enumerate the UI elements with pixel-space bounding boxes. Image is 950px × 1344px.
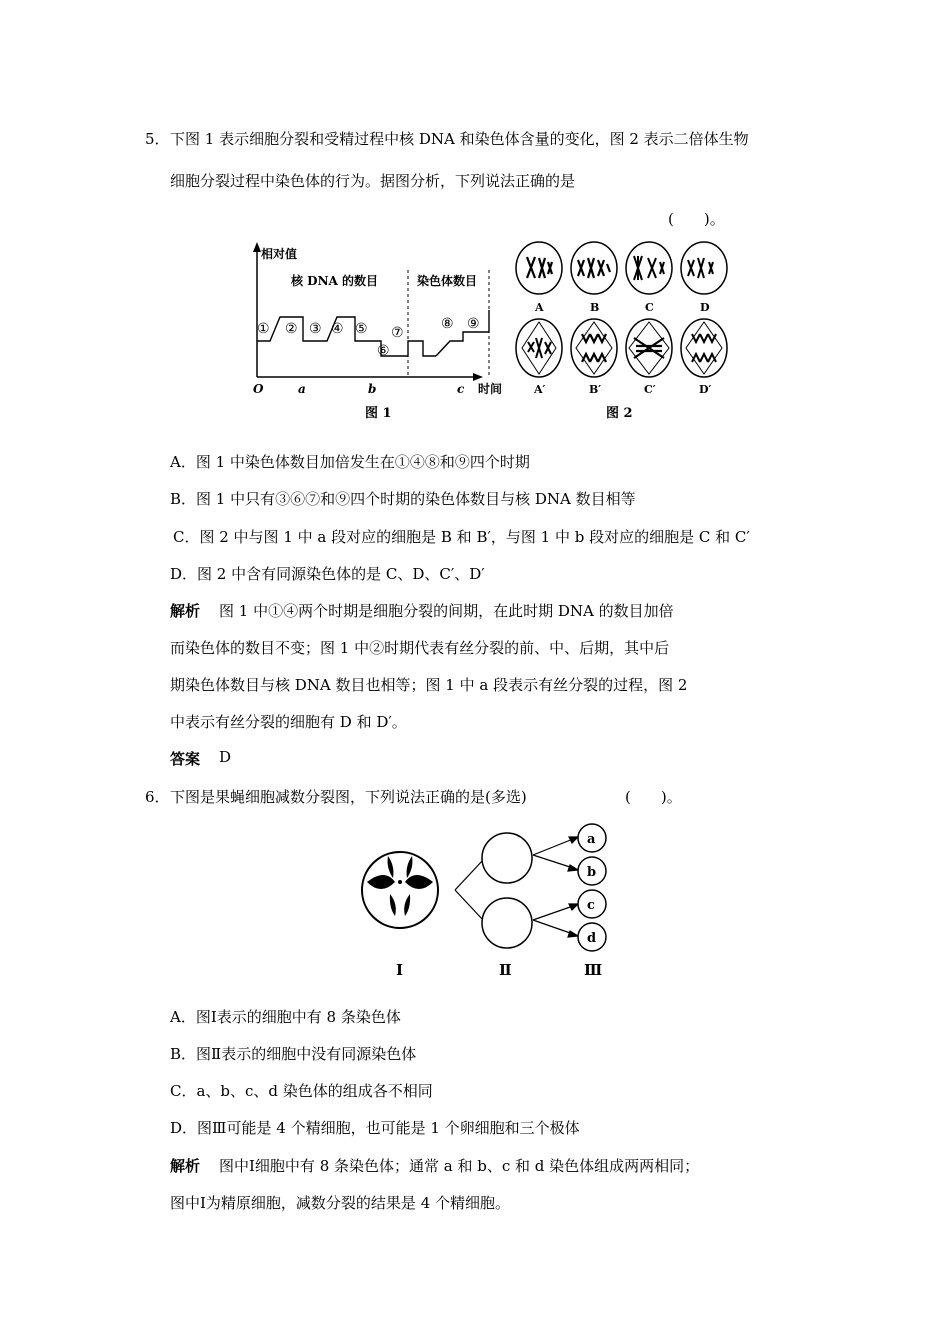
q6-option-b: B．图Ⅱ表示的细胞中没有同源染色体 — [170, 1045, 417, 1063]
q6-analysis-line1: 图中Ⅰ细胞中有 8 条染色体；通常 a 和 b、c 和 d 染色体组成两两相同； — [219, 1157, 700, 1175]
q5-option-b: B．图 1 中只有③⑥⑦和⑨四个时期的染色体数目与核 DNA 数目相等 — [170, 490, 636, 508]
q5-answer-value: D — [219, 748, 232, 766]
cell-label-d: d — [587, 931, 597, 946]
fig1-mark-5: ⑤ — [355, 321, 368, 337]
fig1-tick-c: c — [457, 382, 465, 396]
stage-label-III: Ⅲ — [584, 961, 603, 979]
q5-number: 5． — [145, 130, 170, 148]
cell-B-prime — [571, 319, 617, 377]
fig1-y-label: 相对值 — [261, 247, 298, 261]
cell-B — [571, 242, 617, 294]
q6-stem: 下图是果蝇细胞减数分裂图，下列说法正确的是(多选) — [170, 788, 527, 806]
fig2-label-D: D — [700, 301, 710, 314]
fig2-label-C: C — [645, 301, 654, 314]
q6-option-a: A．图Ⅰ表示的细胞中有 8 条染色体 — [170, 1008, 401, 1026]
cell-II-lower — [482, 898, 532, 948]
stage-label-I: Ⅰ — [396, 961, 404, 979]
fig2-label-C-prime: C′ — [644, 383, 656, 396]
fig1-mark-2: ② — [285, 321, 298, 337]
fig1-mark-6: ⑥ — [377, 343, 390, 359]
fig1-mark-3: ③ — [309, 321, 322, 337]
q5-analysis-line3: 期染色体数目与核 DNA 数目也相等；图 1 中 a 段表示有丝分裂的过程，图 2 — [170, 676, 688, 694]
fig2-label-A-prime: A′ — [534, 383, 546, 396]
fig1-x-label: 时间 — [478, 382, 503, 396]
fig1-mark-4: ④ — [331, 321, 344, 337]
q5-analysis-line4: 中表示有丝分裂的细胞有 D 和 D′。 — [170, 713, 407, 731]
fig1-mark-1: ① — [257, 321, 270, 337]
fig1-tick-a: a — [298, 382, 306, 396]
fig1-mark-7: ⑦ — [391, 325, 404, 341]
q5-stem-line2: 细胞分裂过程中染色体的行为。据图分析，下列说法正确的是 — [170, 172, 576, 190]
fig2-label-D-prime: D′ — [699, 383, 712, 396]
q6-answer-blank: ( )。 — [625, 788, 682, 806]
cell-A-prime — [516, 319, 562, 377]
q5-option-a: A．图 1 中染色体数目加倍发生在①④⑧和⑨四个时期 — [170, 453, 530, 471]
fig1-tick-b: b — [368, 382, 377, 396]
fig1-mark-9: ⑨ — [467, 316, 480, 332]
q6-analysis-label: 解析 — [170, 1157, 201, 1175]
fig1-mark-8: ⑧ — [441, 316, 454, 332]
cell-D — [681, 242, 727, 294]
cell-D-prime — [681, 319, 727, 377]
fig2-label-B: B — [590, 301, 600, 314]
fig1-dna-label: 核 DNA 的数目 — [291, 274, 379, 288]
stage-label-II: Ⅱ — [499, 961, 512, 979]
q5-analysis-line2: 而染色体的数目不变；图 1 中②时期代表有丝分裂的前、中、后期，其中后 — [170, 639, 670, 657]
cell-label-a: a — [587, 832, 596, 847]
cell-A — [516, 242, 562, 294]
figure-2-cells — [510, 238, 735, 423]
fig1-chrom-label: 染色体数目 — [417, 274, 478, 288]
cell-label-b: b — [587, 865, 597, 880]
q5-stem-line1: 下图 1 表示细胞分裂和受精过程中核 DNA 和染色体含量的变化，图 2 表示二倍体生物 — [170, 130, 749, 148]
q5-analysis-label: 解析 — [170, 602, 201, 620]
fig1-caption: 图 1 — [365, 406, 392, 420]
q5-option-d: D．图 2 中含有同源染色体的是 C、D、C′、D′ — [170, 565, 485, 583]
q5-analysis-line1: 图 1 中①④两个时期是细胞分裂的间期，在此时期 DNA 的数目加倍 — [219, 602, 674, 620]
q6-option-d: D．图Ⅲ可能是 4 个精细胞，也可能是 1 个卵细胞和三个极体 — [170, 1119, 580, 1137]
fig2-label-B-prime: B′ — [589, 383, 602, 396]
q5-answer-label: 答案 — [170, 750, 201, 768]
fig2-caption: 图 2 — [606, 406, 633, 421]
q6-option-c: C．a、b、c、d 染色体的组成各不相同 — [170, 1082, 433, 1100]
cell-II-upper — [482, 833, 532, 883]
figure-1-graph — [245, 240, 505, 420]
cell-I — [362, 852, 438, 928]
cell-label-c: c — [587, 898, 595, 913]
cell-C-prime — [626, 319, 672, 377]
meiosis-figure — [355, 820, 625, 985]
q6-analysis-line2: 图中Ⅰ为精原细胞，减数分裂的结果是 4 个精细胞。 — [170, 1194, 511, 1212]
cell-C — [626, 242, 672, 294]
q5-option-c: C．图 2 中与图 1 中 a 段对应的细胞是 B 和 B′，与图 1 中 b 段对应的细胞是 C 和 C′ — [173, 528, 750, 546]
q5-answer-blank: ( )。 — [668, 210, 725, 228]
fig1-origin: O — [253, 382, 264, 396]
fig2-label-A: A — [535, 301, 544, 314]
q6-number: 6． — [145, 788, 170, 806]
